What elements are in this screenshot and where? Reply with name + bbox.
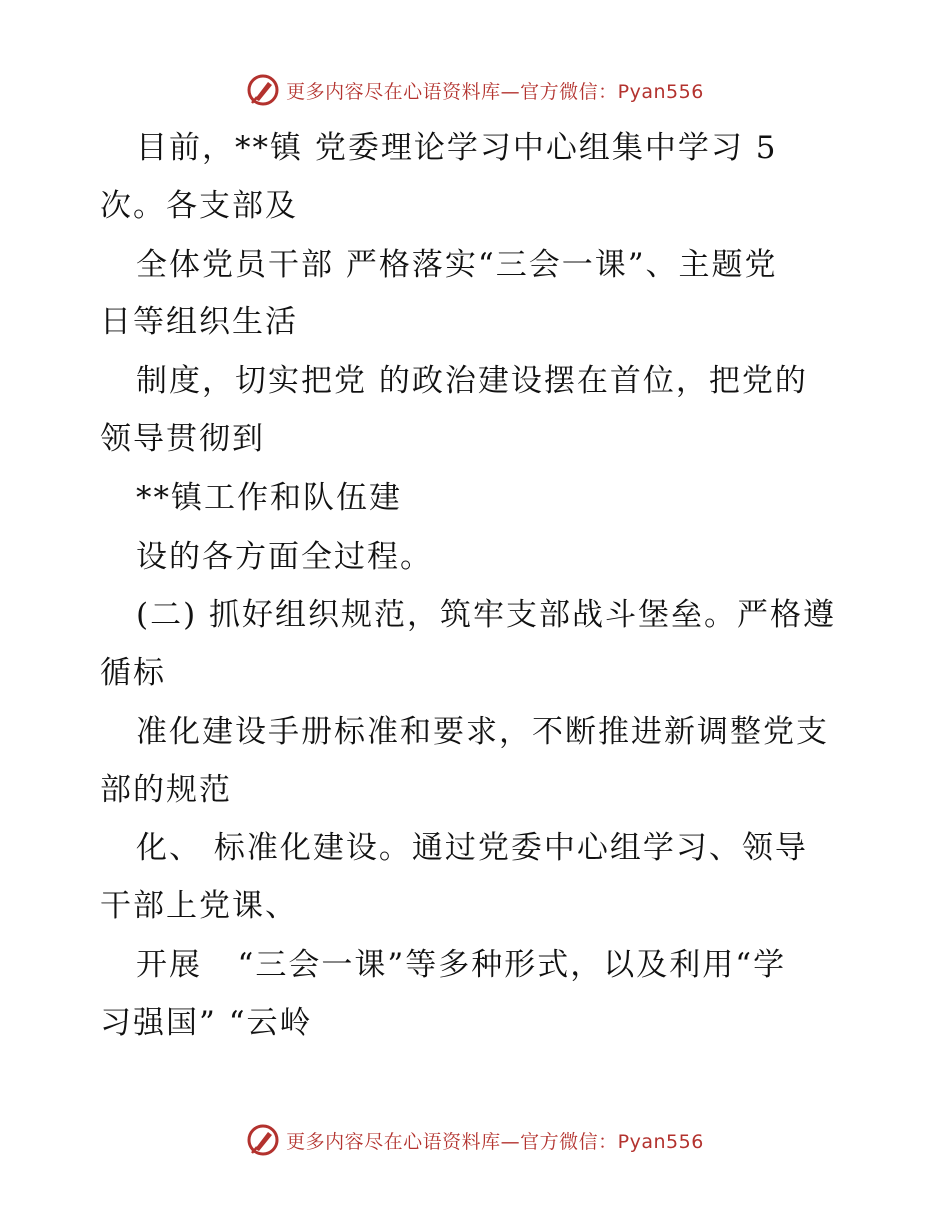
text-line: **镇工作和队伍建 [136,480,402,516]
text-line: 干部上党课、 [100,888,298,924]
text-line: 开展 “三会一课”等多种形式，以及利用“学 [136,947,787,983]
text-line: 习强国” “云岭 [100,1005,313,1041]
text-line: 全体党员干部 严格落实“三会一课”、主题党 [136,247,778,283]
watermark-text: 更多内容尽在心语资料库—官方微信：Pyan556 [286,1130,704,1153]
section-heading-line: (二) 抓好组织规范，筑牢支部战斗堡垒。严格遵 [136,597,837,633]
watermark-banner-bottom [0,1120,950,1160]
quill-pen-icon [246,1123,280,1157]
text-line: 日等组织生活 [100,304,298,340]
text-line: 循标 [100,655,166,691]
text-line: 目前，**镇 党委理论学习中心组集中学习 5 [136,130,778,166]
text-line: 设的各方面全过程。 [136,539,433,575]
text-line: 化、 标准化建设。通过党委中心组学习、领导 [136,830,808,866]
text-line: 次。各支部及 [100,188,298,224]
text-line: 准化建设手册标准和要求，不断推进新调整党支 [136,714,829,750]
text-line: 部的规范 [100,772,232,808]
text-line: 领导贯彻到 [100,421,265,457]
watermark-text: 更多内容尽在心语资料库—官方微信：Pyan556 [286,80,704,103]
text-line: 制度，切实把党 的政治建设摆在首位，把党的 [136,363,808,399]
